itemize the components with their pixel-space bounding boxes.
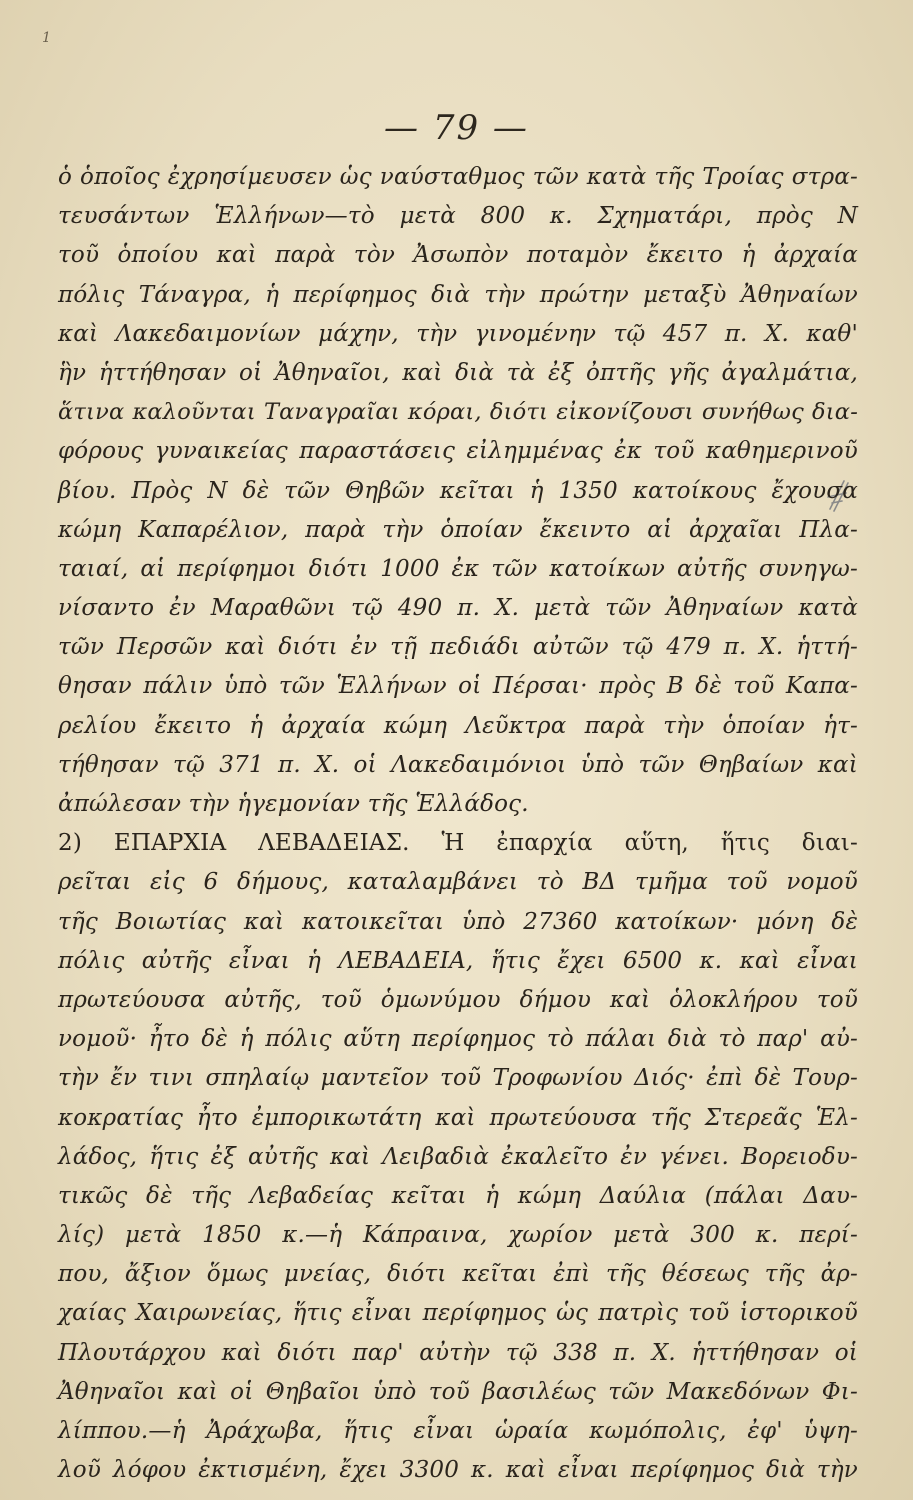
text-line: πόλις αὐτῆς εἶναι ἡ ΛΕΒΑΔΕΙΑ, ἥτις ἔχει 6500 κ. καὶ εἶναι <box>58 947 858 974</box>
text-line: τοῦ ὁποίου καὶ παρὰ τὸν Ἀσωπὸν ποταμὸν ἔκειτο ἡ ἀρχαία <box>58 242 858 269</box>
text-line: νίσαντο ἐν Μαραθῶνι τῷ 490 π. Χ. μετὰ τῶν Ἀθηναίων κατὰ <box>58 595 858 622</box>
text-line: λάδος, ἥτις ἐξ αὐτῆς καὶ Λειβαδιὰ ἐκαλεῖτο ἐν γένει. Βορειοδυ- <box>58 1143 858 1170</box>
section-heading-line: 2) ΕΠΑΡΧΙΑ ΛΕΒΑΔΕΙΑΣ. Ἡ ἐπαρχία αὕτη, ἥτις διαι- <box>58 830 858 857</box>
text-line: χαίας Χαιρωνείας, ἥτις εἶναι περίφημος ὡς πατρὶς τοῦ ἱστορικοῦ <box>58 1300 858 1327</box>
text-line: λίππου.—ἡ Ἀράχωβα, ἥτις εἶναι ὡραία κωμόπολις, ἐφ' ὑψη- <box>58 1418 858 1444</box>
text-line: που, ἄξιον ὅμως μνείας, διότι κεῖται ἐπὶ τῆς θέσεως τῆς ἀρ- <box>58 1261 858 1288</box>
text-line: πόλις Τάναγρα, ἡ περίφημος διὰ τὴν πρώτην μεταξὺ Ἀθηναίων <box>58 281 858 308</box>
text-line: ρεῖται εἰς 6 δήμους, καταλαμβάνει τὸ ΒΔ τμῆμα τοῦ νομοῦ <box>58 869 858 896</box>
text-line: κώμη Καπαρέλιον, παρὰ τὴν ὁποίαν ἔκειντο αἱ ἀρχαῖαι Πλα- <box>58 516 858 543</box>
text-line: τήθησαν τῷ 371 π. Χ. οἱ Λακεδαιμόνιοι ὑπὸ τῶν Θηβαίων καὶ <box>58 751 858 778</box>
text-line: τῆς Βοιωτίας καὶ κατοικεῖται ὑπὸ 27360 κατοίκων· μόνη δὲ <box>58 908 858 935</box>
body-text <box>58 158 858 1490</box>
text-line: θησαν πάλιν ὑπὸ τῶν Ἑλλήνων οἱ Πέρσαι· πρὸς Β δὲ τοῦ Καπα- <box>58 673 858 700</box>
text-line: Ἀθηναῖοι καὶ οἱ Θηβαῖοι ὑπὸ τοῦ βασιλέως τῶν Μακεδόνων Φι- <box>58 1378 858 1405</box>
text-line: καὶ Λακεδαιμονίων μάχην, τὴν γινομένην τῷ 457 π. Χ. καθ' <box>58 320 858 347</box>
text-line: ὁ ὁποῖος ἐχρησίμευσεν ὡς ναύσταθμος τῶν κατὰ τῆς Τροίας στρα- <box>58 164 858 190</box>
text-line: τὴν ἔν τινι σπηλαίῳ μαντεῖον τοῦ Τροφωνίου Διός· ἐπὶ δὲ Τουρ- <box>58 1065 858 1092</box>
text-line: πρωτεύουσα αὐτῆς, τοῦ ὁμωνύμου δήμου καὶ ὁλοκλήρου τοῦ <box>58 986 858 1013</box>
text-line: λοῦ λόφου ἐκτισμένη, ἔχει 3300 κ. καὶ εἶναι περίφημος διὰ τὴν <box>58 1457 858 1484</box>
text-line: ταιαί, αἱ περίφημοι διότι 1000 ἐκ τῶν κατοίκων αὐτῆς συνηγω- <box>58 555 858 582</box>
text-line: ρελίου ἔκειτο ἡ ἀρχαία κώμη Λεῦκτρα παρὰ τὴν ὁποίαν ἡτ- <box>58 712 858 739</box>
text-line: βίου. Πρὸς Ν δὲ τῶν Θηβῶν κεῖται ἡ 1350 κατοίκους ἔχουσα <box>58 477 858 504</box>
text-line: Πλουτάρχου καὶ διότι παρ' αὐτὴν τῷ 338 π. Χ. ἡττήθησαν οἱ <box>58 1339 858 1366</box>
text-line: τευσάντων Ἑλλήνων—τὸ μετὰ 800 κ. Σχηματάρι, πρὸς Ν <box>58 203 858 230</box>
text-line: κοκρατίας ἦτο ἐμπορικωτάτη καὶ πρωτεύουσα τῆς Στερεᾶς Ἑλ- <box>58 1104 858 1131</box>
corner-mark: 1 <box>42 30 51 46</box>
text-line: ἅτινα καλοῦνται Ταναγραῖαι κόραι, διότι εἰκονίζουσι συνήθως δια- <box>58 399 858 426</box>
text-line: ἣν ἡττήθησαν οἱ Ἀθηναῖοι, καὶ διὰ τὰ ἐξ ὀπτῆς γῆς ἀγαλμάτια, <box>58 359 858 386</box>
text-line: ἀπώλεσαν τὴν ἡγεμονίαν τῆς Ἑλλάδος. <box>58 791 529 817</box>
page-number: — 79 — <box>384 108 529 148</box>
text-line: νομοῦ· ἦτο δὲ ἡ πόλις αὕτη περίφημος τὸ πάλαι διὰ τὸ παρ' αὐ- <box>58 1026 858 1053</box>
text-line: φόρους γυναικείας παραστάσεις εἰλημμένας ἐκ τοῦ καθημερινοῦ <box>58 438 858 465</box>
text-line: λίς) μετὰ 1850 κ.—ἡ Κάπραινα, χωρίον μετὰ 300 κ. περί- <box>58 1222 858 1249</box>
text-line: τῶν Περσῶν καὶ διότι ἐν τῇ πεδιάδι αὐτῶν τῷ 479 π. Χ. ἡττή- <box>58 634 858 661</box>
text-line: τικῶς δὲ τῆς Λεβαδείας κεῖται ἡ κώμη Δαύλια (πάλαι Δαυ- <box>58 1182 858 1209</box>
